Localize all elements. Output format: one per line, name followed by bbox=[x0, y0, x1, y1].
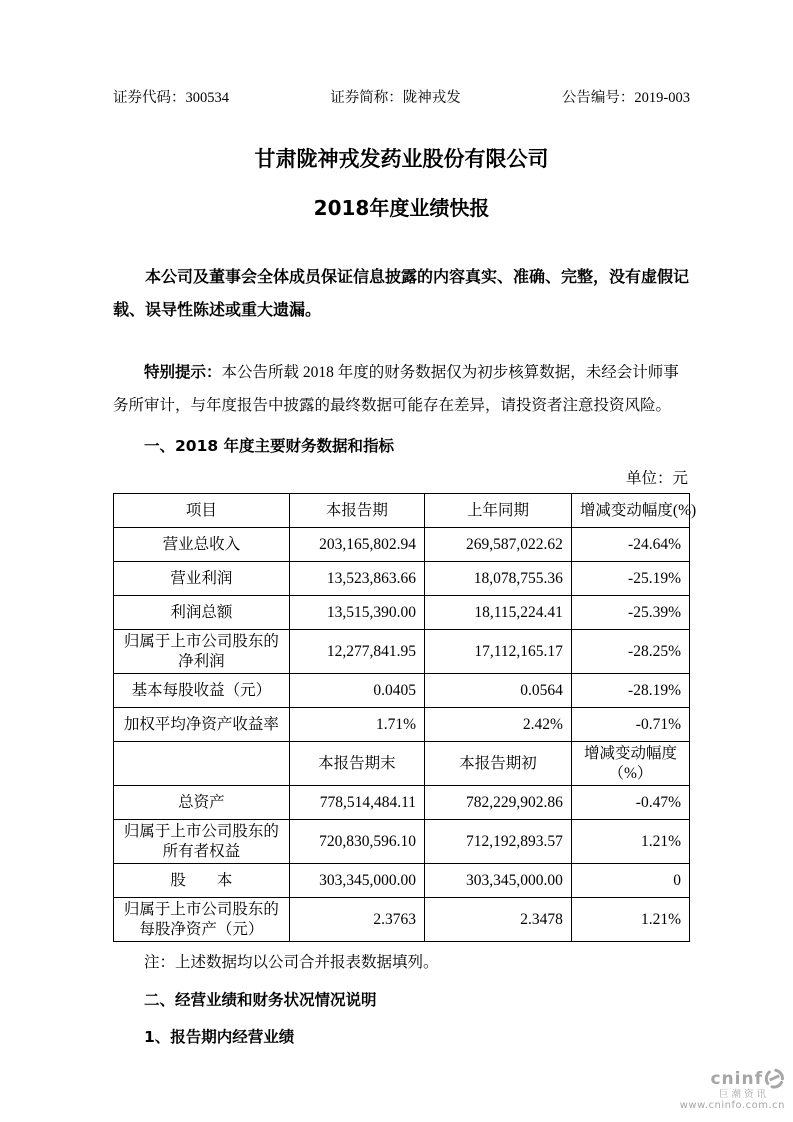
special-notice-label: 特别提示： bbox=[144, 363, 222, 381]
stock-abbr-text: 证券简称：陇神戎发 bbox=[330, 90, 461, 106]
table-row-total-revenue bbox=[114, 528, 690, 562]
section2-heading: 二、经营业绩和财务状况情况说明 bbox=[144, 991, 377, 1009]
change-cell: -28.25% bbox=[571, 630, 689, 674]
prior-period-cell: 0.0564 bbox=[425, 674, 572, 708]
item-label-cell: 归属于上市公司股东的净利润 bbox=[114, 630, 290, 674]
change-cell: -28.19% bbox=[571, 674, 689, 708]
header-cell-blank bbox=[114, 742, 290, 786]
change-cell: -25.19% bbox=[571, 562, 689, 596]
item-label-cell: 归属于上市公司股东的所有者权益 bbox=[114, 820, 290, 864]
header-cell-period-begin: 本报告期初 bbox=[425, 742, 572, 786]
table-row-total-profit bbox=[114, 596, 690, 630]
header-cell-item: 项目 bbox=[114, 494, 290, 528]
cninfo-logo-row bbox=[680, 1068, 785, 1089]
header-cell-current-period: 本报告期 bbox=[289, 494, 424, 528]
change-cell: -0.47% bbox=[571, 786, 689, 820]
special-notice-text: 本公告所载 2018 年度的财务数据仅为初步核算数据，未经会计师事务所审计，与年度报告中披露的最终数据可能存在差异，请投资者注意投资风险。 bbox=[113, 364, 679, 414]
header-cell-period-end: 本报告期末 bbox=[289, 742, 424, 786]
table-header-row-2 bbox=[114, 742, 690, 786]
table-row-operating-profit bbox=[114, 562, 690, 596]
prior-period-cell: 269,587,022.62 bbox=[425, 528, 572, 562]
prior-period-cell: 17,112,165.17 bbox=[425, 630, 572, 674]
header-cell-change-2: 增减变动幅度（%） bbox=[571, 742, 689, 786]
doc-header bbox=[113, 88, 690, 108]
item-label-cell: 营业利润 bbox=[114, 562, 290, 596]
cninfo-swirl-icon bbox=[764, 1068, 785, 1089]
item-label-cell: 股 本 bbox=[114, 864, 290, 898]
item-label-cell: 总资产 bbox=[114, 786, 290, 820]
company-title: 甘肃陇神戎发药业股份有限公司 bbox=[254, 147, 549, 171]
period-end-cell: 720,830,596.10 bbox=[289, 820, 424, 864]
change-cell: 1.21% bbox=[571, 898, 689, 942]
table-row-share-capital bbox=[114, 864, 690, 898]
current-period-cell: 203,165,802.94 bbox=[289, 528, 424, 562]
change-cell: -0.71% bbox=[571, 708, 689, 742]
current-period-cell: 0.0405 bbox=[289, 674, 424, 708]
section1-heading: 一、2018 年度主要财务数据和指标 bbox=[144, 437, 395, 455]
current-period-cell: 12,277,841.95 bbox=[289, 630, 424, 674]
stock-code-text: 证券代码：300534 bbox=[113, 90, 229, 106]
current-period-cell: 13,515,390.00 bbox=[289, 596, 424, 630]
header-cell-change: 增减变动幅度(%) bbox=[571, 494, 689, 528]
cninfo-logo-cn-text: 巨潮资讯 bbox=[718, 1089, 769, 1100]
table-row-net-profit bbox=[114, 630, 690, 674]
change-cell: -24.64% bbox=[571, 528, 689, 562]
table-header-row bbox=[114, 494, 690, 528]
cninfo-logo bbox=[680, 1068, 785, 1112]
cninfo-logo-url-text: www.cninfo.com.cn bbox=[679, 1100, 785, 1111]
financial-table bbox=[113, 493, 697, 942]
declaration-paragraph: 本公司及董事会全体成员保证信息披露的内容真实、准确、完整，没有虚假记载、误导性陈述或重大遗漏。 bbox=[113, 267, 690, 319]
table-row-owners-equity bbox=[114, 820, 690, 864]
period-begin-cell: 303,345,000.00 bbox=[425, 864, 572, 898]
cninfo-logo-text: cninf bbox=[710, 1068, 763, 1089]
header-cell-prior-period: 上年同期 bbox=[425, 494, 572, 528]
table-row-eps bbox=[114, 674, 690, 708]
prior-period-cell: 18,078,755.36 bbox=[425, 562, 572, 596]
item-label-cell: 营业总收入 bbox=[114, 528, 290, 562]
table-row-net-assets-per-share bbox=[114, 898, 690, 942]
item-label-cell: 归属于上市公司股东的每股净资产（元） bbox=[114, 898, 290, 942]
prior-period-cell: 2.42% bbox=[425, 708, 572, 742]
item-label-cell: 加权平均净资产收益率 bbox=[114, 708, 290, 742]
current-period-cell: 1.71% bbox=[289, 708, 424, 742]
item-label-cell: 利润总额 bbox=[114, 596, 290, 630]
item-label-cell: 基本每股收益（元） bbox=[114, 674, 290, 708]
change-cell: -25.39% bbox=[571, 596, 689, 630]
announcement-no-text: 公告编号：2019-003 bbox=[561, 90, 690, 106]
section2-subheading: 1、报告期内经营业绩 bbox=[144, 1028, 295, 1046]
change-cell: 0 bbox=[571, 864, 689, 898]
report-title: 2018年度业绩快报 bbox=[313, 196, 490, 220]
special-notice-paragraph bbox=[113, 356, 690, 422]
period-end-cell: 303,345,000.00 bbox=[289, 864, 424, 898]
prior-period-cell: 18,115,224.41 bbox=[425, 596, 572, 630]
change-cell: 1.21% bbox=[571, 820, 689, 864]
period-end-cell: 2.3763 bbox=[289, 898, 424, 942]
table-note: 注：上述数据均以公司合并报表数据填列。 bbox=[144, 954, 439, 971]
unit-label: 单位：元 bbox=[625, 470, 688, 487]
period-begin-cell: 712,192,893.57 bbox=[425, 820, 572, 864]
table-row-total-assets bbox=[114, 786, 690, 820]
period-end-cell: 778,514,484.11 bbox=[289, 786, 424, 820]
table-row-roe bbox=[114, 708, 690, 742]
period-begin-cell: 782,229,902.86 bbox=[425, 786, 572, 820]
period-begin-cell: 2.3478 bbox=[425, 898, 572, 942]
current-period-cell: 13,523,863.66 bbox=[289, 562, 424, 596]
